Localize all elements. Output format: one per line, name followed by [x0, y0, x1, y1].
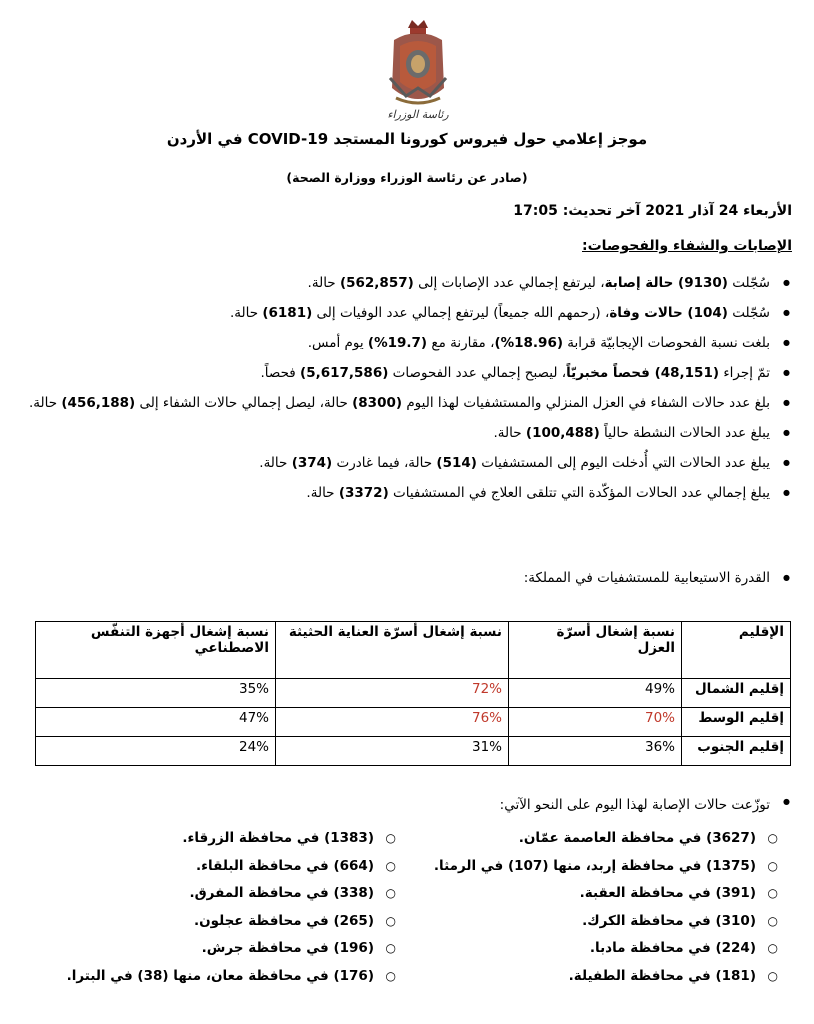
list-item: ● بلغ عدد حالات الشفاء في العزل المنزلي والمستشفيات لهذا اليوم (8300) حالة، ليصل إجمالي حالات الشفاء إلى (456,188) حالة. — [22, 388, 792, 418]
date-update-line: الأربعاء 24 آذار 2021 آخر تحديث: 17:05 — [513, 203, 792, 219]
distribution-left-column — [0, 825, 396, 990]
list-item: ○ (310) في محافظة الكرك. — [418, 908, 778, 936]
page-subtitle: (صادر عن رئاسة الوزراء ووزارة الصحة) — [286, 170, 528, 185]
list-item: ● يبلغ عدد الحالات النشطة حالياً (100,488) حالة. — [22, 418, 792, 448]
region-cell: إقليم الوسط — [682, 708, 791, 737]
icu-cell: 72% — [276, 679, 509, 708]
crown-shield-icon — [386, 18, 450, 110]
list-item: ○ (3627) في محافظة العاصمة عمّان. — [418, 825, 778, 853]
list-item: ● سُجّلت (9130) حالة إصابة، ليرتفع إجمالي عدد الإصابات إلى (562,857) حالة. — [22, 268, 792, 298]
isolation-cell: 49% — [509, 679, 682, 708]
ventilator-cell: 24% — [36, 737, 276, 766]
emblem-caption: رئاسة الوزراء — [387, 108, 449, 121]
statistics-list — [22, 268, 792, 508]
list-item: ● سُجّلت (104) حالات وفاة، (رحمهم الله جميعاً) ليرتفع إجمالي عدد الوفيات إلى (6181) حالة. — [22, 298, 792, 328]
table-row — [36, 679, 791, 708]
list-item: ● تمّ إجراء (48,151) فحصاً مخبريّاً، ليصبح إجمالي عدد الفحوصات (5,617,586) فحصاً. — [22, 358, 792, 388]
list-item: ○ (1383) في محافظة الزرقاء. — [0, 825, 396, 853]
distribution-right-column — [418, 825, 778, 990]
hospital-capacity-table — [35, 621, 791, 766]
page-title: موجز إعلامي حول فيروس كورونا المستجد COVID-19 في الأردن — [166, 130, 648, 148]
list-item: ○ (1375) في محافظة إربد، منها (107) في الرمثا. — [418, 853, 778, 881]
list-item: ○ (176) في محافظة معان، منها (38) في البترا. — [0, 963, 396, 991]
header-ventilators: نسبة إشغال أجهزة التنفّس الاصطناعي — [36, 622, 276, 679]
list-item: ○ (181) في محافظة الطفيلة. — [418, 963, 778, 991]
distribution-intro: ● توزّعت حالات الإصابة لهذا اليوم على النحو الآتي: — [500, 797, 792, 813]
list-item: ○ (338) في محافظة المفرق. — [0, 880, 396, 908]
header-isolation: نسبة إشغال أسرّة العزل — [509, 622, 682, 679]
table-row — [36, 737, 791, 766]
table-row — [36, 708, 791, 737]
icu-cell: 31% — [276, 737, 509, 766]
isolation-cell: 70% — [509, 708, 682, 737]
section-title: الإصابات والشفاء والفحوصات: — [582, 238, 792, 254]
list-item: ● بلغت نسبة الفحوصات الإيجابيّة قرابة (18.96%)، مقارنة مع (19.7%) يوم أمس. — [22, 328, 792, 358]
list-item: ○ (224) في محافظة مادبا. — [418, 935, 778, 963]
table-header-row — [36, 622, 791, 679]
list-item: ○ (664) في محافظة البلقاء. — [0, 853, 396, 881]
isolation-cell: 36% — [509, 737, 682, 766]
jordan-emblem-logo — [378, 18, 458, 130]
capacity-intro: ● القدرة الاستيعابية للمستشفيات في المملكة: — [22, 563, 792, 593]
ventilator-cell: 35% — [36, 679, 276, 708]
list-item: ○ (196) في محافظة جرش. — [0, 935, 396, 963]
region-cell: إقليم الشمال — [682, 679, 791, 708]
list-item: ○ (265) في محافظة عجلون. — [0, 908, 396, 936]
list-item: ○ (391) في محافظة العقبة. — [418, 880, 778, 908]
header-icu: نسبة إشغال أسرّة العناية الحثيثة — [276, 622, 509, 679]
icu-cell: 76% — [276, 708, 509, 737]
region-cell: إقليم الجنوب — [682, 737, 791, 766]
list-item: ● يبلغ إجمالي عدد الحالات المؤكّدة التي تتلقى العلاج في المستشفيات (3372) حالة. — [22, 478, 792, 508]
list-item: ● يبلغ عدد الحالات التي أُدخلت اليوم إلى المستشفيات (514) حالة، فيما غادرت (374) حالة. — [22, 448, 792, 478]
capacity-intro-list — [22, 563, 792, 593]
ventilator-cell: 47% — [36, 708, 276, 737]
header-region: الإقليم — [682, 622, 791, 679]
